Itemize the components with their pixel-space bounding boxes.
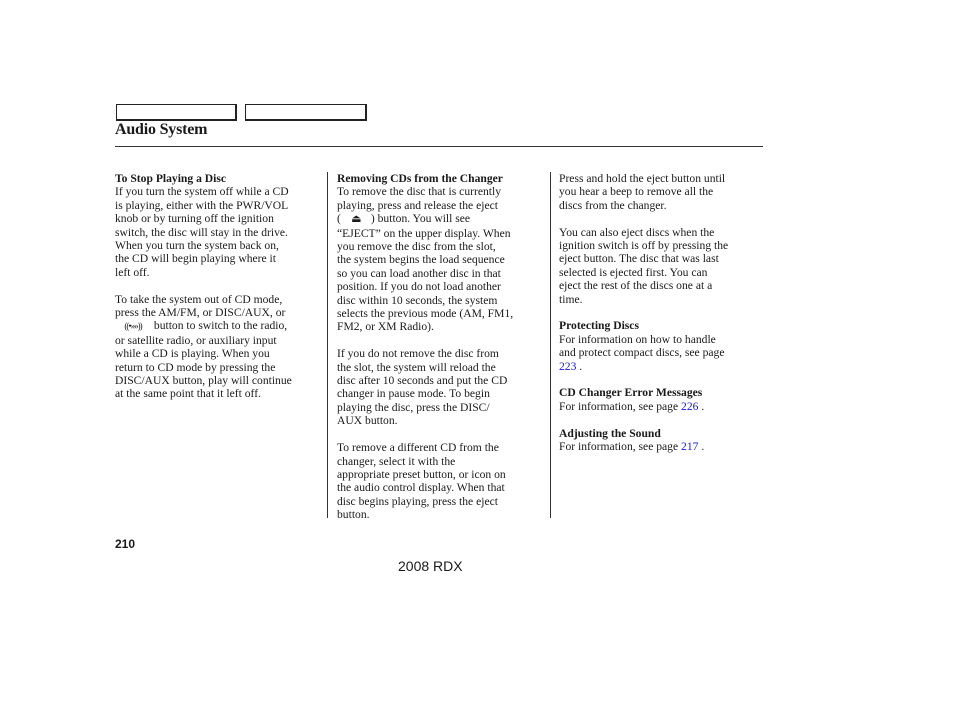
section-heading: Removing CDs from the Changer [337,172,503,185]
footer-model: 2008 RDX [398,558,463,574]
paragraph: Press and hold the eject button until you hear a beep to remove all the discs from the changer. [559,172,726,212]
paragraph: If you do not remove the disc from the slot, the system will reload the disc after 10 seconds and put the CD changer in pause mode. To begin playing the disc, press the DISC/ AUX button. [337,347,508,428]
paragraph-text: ) button. You will see “EJECT” on the upper display. When you remove the disc from the slot, the system begins the load sequence so you can load another disc in that position. If you do not load another disc within 10 seconds, the system selects the previous mode (AM, FM1, FM2, or XM Radio). [337,212,514,334]
column-divider-2 [550,172,551,518]
paragraph-text: For information on how to handle and protect compact discs, see page [559,332,725,360]
page-title: Audio System [115,121,208,138]
paragraph: To remove a different CD from the changer, select it with the appropriate preset button, or icon on the audio control display. When that disc begins playing, press the eject button. [337,441,506,522]
paragraph-cd-mode [115,293,323,401]
eject-icon: ⏏ [351,213,361,226]
page-link-217[interactable]: 217 [681,440,699,454]
section-error-messages [559,386,764,413]
section-heading: Protecting Discs [559,319,639,333]
section-protecting-discs [559,319,764,373]
section-heading: To Stop Playing a Disc [115,172,227,185]
paragraph: If you turn the system off while a CD is playing, either with the PWR/VOL knob or by turning off the ignition switch, the disc will stay in the drive. When you turn the system back on, the CD will begin playing where it left off. [115,185,289,279]
column-divider-1 [327,172,328,518]
paragraph-text: For information, see page [559,399,682,413]
column-2 [337,172,545,535]
nav-button-previous[interactable] [116,104,237,121]
section-heading: Adjusting the Sound [559,426,661,440]
paragraph-text: . [576,359,583,373]
paragraph-text: button to switch to the radio, or satellite radio, or auxiliary input while a CD is playing. When you return to CD mode by pressing the DISC/AUX button, play will continue at the same point that it left off. [115,319,292,401]
column-1 [115,172,323,414]
page-link-226[interactable]: 226 [681,399,699,413]
satellite-radio-icon: ((•»»)) [124,321,142,332]
title-divider [115,146,763,147]
paragraph-text: To remove the disc that is currently playing, press and release the eject ( [337,185,502,226]
paragraph-text: To take the system out of CD mode, press the AM/FM, or DISC/AUX, or [115,292,286,320]
column-3 [559,172,764,467]
section-removing-cds [337,172,545,334]
section-adjusting-sound [559,427,764,454]
paragraph-text: For information, see page [559,440,682,454]
paragraph: You can also eject discs when the ignition switch is off by pressing the eject button. The disc that was last selected is ejected first. You can eject the rest of the discs one at a time. [559,225,729,306]
section-heading: CD Changer Error Messages [559,386,703,400]
nav-button-next[interactable] [245,104,367,121]
page-number: 210 [115,537,136,551]
page-link-223[interactable]: 223 [559,359,577,373]
paragraph-text: . [698,399,705,413]
section-stop-playing [115,172,323,279]
paragraph-text: . [698,440,705,454]
